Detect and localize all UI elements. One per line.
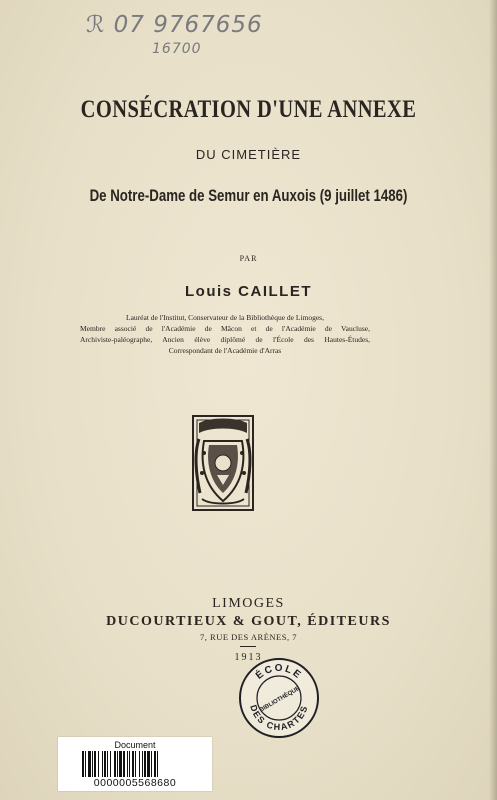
printers-device-emblem <box>190 413 256 513</box>
book-subtitle: DU CIMETIÈRE <box>195 147 302 162</box>
imprint-publisher: DUCOURTIEUX & GOUT, ÉDITEURS <box>106 614 391 629</box>
handwritten-sub-number: 16700 <box>152 41 202 57</box>
barcode-number: 0000005568680 <box>93 777 177 789</box>
author-name: Louis CAILLET <box>185 283 312 300</box>
credential-line: Lauréat de l'Institut, Conservateur de la Bibliothèque de Limoges, <box>126 313 324 322</box>
divider-rule <box>240 646 256 647</box>
imprint-year: 1913 <box>234 652 263 663</box>
imprint-city: LIMOGES <box>212 596 285 611</box>
stamp-bottom-text: DES CHARTES <box>248 703 310 733</box>
book-place-date: De Notre-Dame de Semur en Auxois (9 juillet 1486) <box>89 186 408 205</box>
barcode-title: Document <box>114 740 156 750</box>
handwritten-call-number: ℛ 07 9767656 <box>86 12 263 38</box>
stamp-middle-text: BIBLIOTHÈQUE <box>258 685 302 714</box>
barcode-icon <box>82 751 188 777</box>
credential-line: Correspondant de l'Académie d'Arras <box>168 346 282 355</box>
credential-line: Archiviste-paléographe, Ancien élève diplômé de l'École des Hautes-Études, <box>80 335 370 344</box>
library-stamp <box>238 657 320 739</box>
page-edge-shadow <box>489 0 497 800</box>
by-label: PAR <box>239 254 258 263</box>
book-title: CONSÉCRATION D'UNE ANNEXE <box>80 96 417 123</box>
stamp-top-text: ÉCOLE <box>253 662 305 682</box>
barcode-label <box>58 737 212 791</box>
credential-line: Membre associé de l'Académie de Mâcon et de l'Académie de Vaucluse, <box>80 324 370 333</box>
imprint-address: 7, RUE DES ARÈNES, 7 <box>200 632 297 642</box>
author-credentials <box>80 312 370 356</box>
